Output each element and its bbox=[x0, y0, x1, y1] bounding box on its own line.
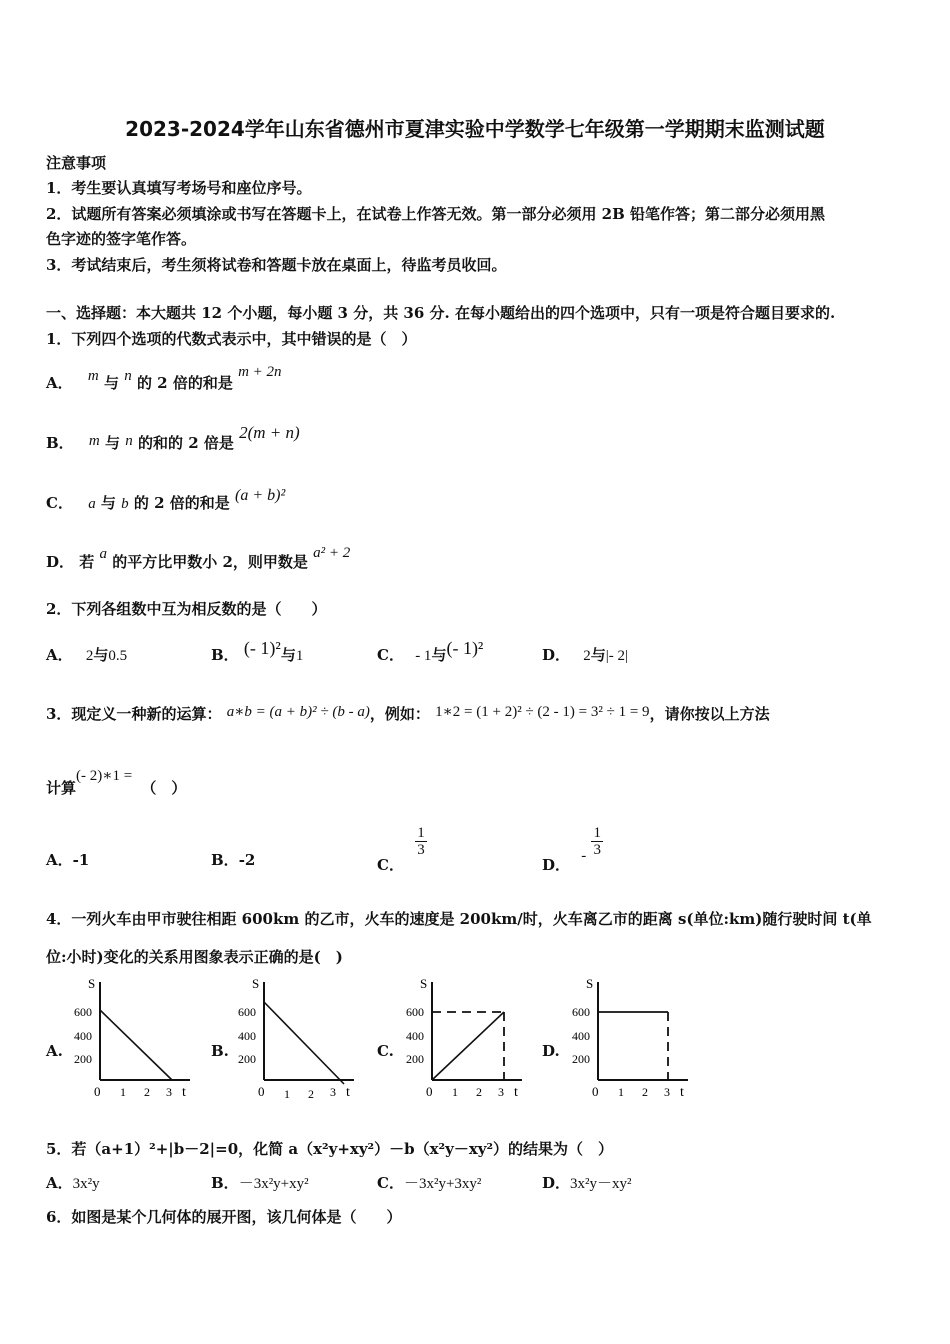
q4-option-a-label: A. bbox=[46, 1042, 63, 1060]
q2-option-a: A． 2与0.5 bbox=[46, 646, 128, 664]
q5-option-a: A．3x²y bbox=[46, 1174, 100, 1192]
q1-option-a: A． m 与 n 的 2 倍的和是 m + 2n bbox=[46, 364, 282, 392]
q4-graph-d bbox=[564, 972, 704, 1104]
page-title: 2023-2024学年山东省德州市夏津实验中学数学七年级第一学期期末监测试题 bbox=[125, 117, 825, 141]
x-axis-label: t bbox=[182, 1085, 186, 1100]
y-axis-label: S bbox=[252, 976, 260, 991]
x-tick-label: 3 bbox=[664, 1085, 670, 1099]
y-tick-label: 400 bbox=[406, 1029, 424, 1043]
notice-item: 1．考生要认真填写考场号和座位序号。 bbox=[46, 179, 312, 197]
x-tick-label: 2 bbox=[144, 1085, 150, 1099]
q3-option-a: A．-1 bbox=[46, 851, 90, 869]
q5-option-c: C．－3x²y+3xy² bbox=[377, 1174, 482, 1192]
q3-stem: 3．现定义一种新的运算： a∗b = (a + b)² ÷ (b - a)，例如： 1∗2 = (1 + 2)² ÷ (2 - 1) = 3² ÷ 1 = 9，请你按以上方法 bbox=[46, 704, 770, 723]
q4-graph-a bbox=[66, 972, 206, 1104]
q4-line1: 4．一列火车由甲市驶往相距 600km 的乙市，火车的速度是 200km/时，火车离乙市的距离 s(单位:km)随行驶时间 t(单 bbox=[46, 910, 872, 928]
x-axis-label: t bbox=[514, 1085, 518, 1100]
notice-item: 色字迹的签字笔作答。 bbox=[46, 230, 197, 248]
q5-option-d: D．3x²y－xy² bbox=[542, 1174, 632, 1192]
q1-option-b: B． m 与 n 的和的 2 倍是 2(m + n) bbox=[46, 423, 300, 452]
q6-stem: 6．如图是某个几何体的展开图，该几何体是（ ） bbox=[46, 1208, 402, 1226]
x-tick-label: 3 bbox=[330, 1085, 336, 1099]
q3-calc: 计算(- 2)∗1 = （ ） bbox=[46, 768, 187, 797]
y-axis-label: S bbox=[88, 976, 96, 991]
x-tick-label: 2 bbox=[476, 1085, 482, 1099]
x-tick-label: 0 bbox=[94, 1084, 101, 1099]
q3-option-d: D． - $\frac{1}{3}$ bbox=[542, 825, 601, 874]
y-axis-label: S bbox=[420, 976, 428, 991]
x-tick-label: 0 bbox=[258, 1084, 265, 1099]
graph-line bbox=[432, 1012, 504, 1080]
y-tick-label: 200 bbox=[238, 1052, 256, 1066]
graph-line bbox=[264, 1002, 344, 1084]
notice-heading: 注意事项 bbox=[46, 154, 107, 172]
x-axis-label: t bbox=[680, 1085, 684, 1100]
x-tick-label: 2 bbox=[642, 1085, 648, 1099]
x-tick-label: 1 bbox=[284, 1087, 290, 1101]
y-tick-label: 200 bbox=[74, 1052, 92, 1066]
q4-line2: 位:小时)变化的关系用图象表示正确的是( ) bbox=[46, 948, 343, 966]
x-axis-label: t bbox=[346, 1085, 350, 1100]
graph-line bbox=[100, 1010, 172, 1080]
y-tick-label: 400 bbox=[238, 1029, 256, 1043]
q1-option-d: D． 若 a 的平方比甲数小 2，则甲数是 a² + 2 bbox=[46, 545, 351, 571]
y-tick-label: 200 bbox=[406, 1052, 424, 1066]
x-tick-label: 1 bbox=[618, 1085, 624, 1099]
q5-option-b: B．－3x²y+xy² bbox=[211, 1174, 309, 1192]
notice-item: 2．试题所有答案必须填涂或书写在答题卡上，在试卷上作答无效。第一部分必须用 2B 铅笔作答；第二部分必须用黑 bbox=[46, 205, 826, 223]
q1-stem: 1．下列四个选项的代数式表示中，其中错误的是（ ） bbox=[46, 330, 417, 348]
y-tick-label: 400 bbox=[74, 1029, 92, 1043]
x-tick-label: 0 bbox=[592, 1084, 599, 1099]
x-tick-label: 0 bbox=[426, 1084, 433, 1099]
q4-option-c-label: C. bbox=[377, 1042, 394, 1060]
q4-graph-b bbox=[230, 972, 370, 1104]
y-tick-label: 200 bbox=[572, 1052, 590, 1066]
q2-stem: 2．下列各组数中互为相反数的是（ ） bbox=[46, 600, 327, 618]
q3-option-b: B．-2 bbox=[211, 851, 256, 869]
q2-option-b: B． (- 1)²与1 bbox=[211, 638, 304, 664]
section-heading: 一、选择题：本大题共 12 个小题，每小题 3 分，共 36 分. 在每小题给出的四个选项中，只有一项是符合题目要求的. bbox=[46, 304, 836, 322]
x-tick-label: 3 bbox=[498, 1085, 504, 1099]
y-tick-label: 600 bbox=[74, 1005, 92, 1019]
y-axis-label: S bbox=[586, 976, 594, 991]
x-tick-label: 2 bbox=[308, 1087, 314, 1101]
y-tick-label: 600 bbox=[238, 1005, 256, 1019]
q4-graph-c bbox=[398, 972, 538, 1104]
q5-stem: 5．若（a+1）²+|b－2|=0，化简 a（x²y+xy²）－b（x²y－xy²）的结果为（ ） bbox=[46, 1140, 614, 1158]
notice-item: 3．考试结束后，考生须将试卷和答题卡放在桌面上，待监考员收回。 bbox=[46, 256, 507, 274]
x-tick-label: 3 bbox=[166, 1085, 172, 1099]
y-tick-label: 600 bbox=[572, 1005, 590, 1019]
q4-option-d-label: D. bbox=[542, 1042, 560, 1060]
q2-option-c: C． - 1与(- 1)² bbox=[377, 638, 484, 664]
q3-option-c: C． $\frac{1}{3}$ bbox=[377, 825, 425, 874]
q4-option-b-label: B. bbox=[211, 1042, 229, 1060]
x-tick-label: 1 bbox=[452, 1085, 458, 1099]
x-tick-label: 1 bbox=[120, 1085, 126, 1099]
y-tick-label: 600 bbox=[406, 1005, 424, 1019]
q1-option-c: C． a 与 b 的 2 倍的和是 (a + b)² bbox=[46, 487, 286, 512]
y-tick-label: 400 bbox=[572, 1029, 590, 1043]
q2-option-d: D． 2与|- 2| bbox=[542, 646, 629, 664]
